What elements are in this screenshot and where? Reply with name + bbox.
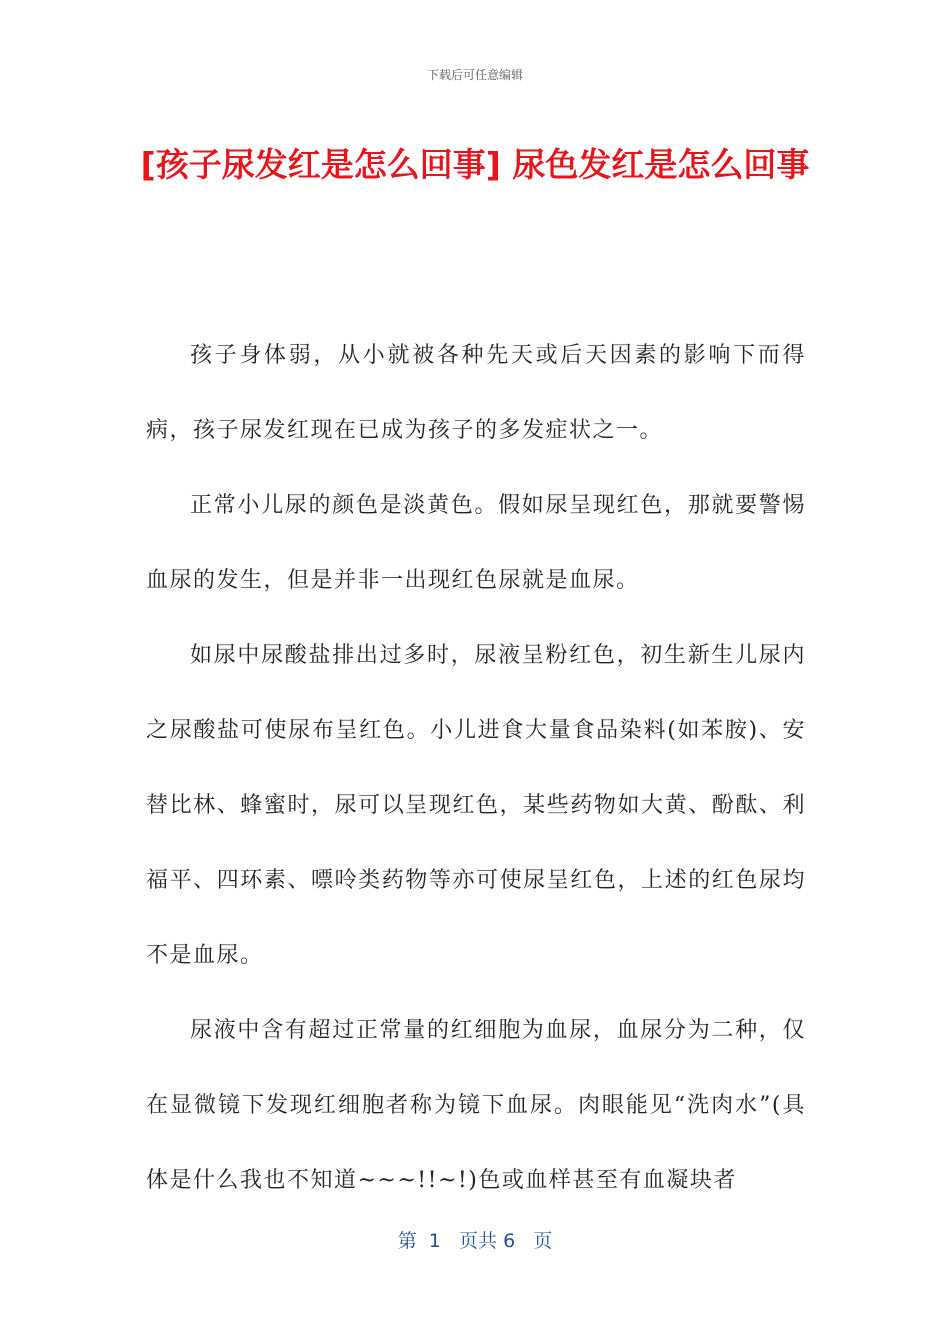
paragraph-4: 尿液中含有超过正常量的红细胞为血尿，血尿分为二种，仅在显微镜下发现红细胞者称为镜下血尿。肉眼能见“洗肉水”(具体是什么我也不知道~~~!!~!)色或血样甚至有血凝块者 (146, 1018, 806, 1193)
footer-page-number: 1 (428, 1230, 441, 1252)
paragraph-3: 如尿中尿酸盐排出过多时，尿液呈粉红色，初生新生儿尿内之尿酸盐可使尿布呈红色。小儿进食大量食品染料(如苯胺)、安替比林、蜂蜜时，尿可以呈现红色，某些药物如大黄、酚酞、利福平、四环素、嘌呤类药物等亦可使尿呈红色，上述的红色尿均不是血尿。 (146, 643, 806, 968)
footer-prefix: 第 (397, 1230, 417, 1252)
footer-suffix: 页 (533, 1230, 553, 1252)
page-footer (0, 1226, 950, 1253)
header-note: 下载后可任意编辑 (426, 68, 523, 82)
document-title: [孩子尿发红是怎么回事] 尿色发红是怎么回事 (140, 145, 810, 184)
document-body (146, 318, 806, 1218)
paragraph-2: 正常小儿尿的颜色是淡黄色。假如尿呈现红色，那就要警惕血尿的发生，但是并非一出现红色尿就是血尿。 (146, 493, 806, 593)
footer-mid: 页共 (459, 1230, 498, 1252)
paragraph-1: 孩子身体弱，从小就被各种先天或后天因素的影响下而得病，孩子尿发红现在已成为孩子的多发症状之一。 (146, 343, 806, 443)
footer-total-pages: 6 (503, 1230, 516, 1252)
